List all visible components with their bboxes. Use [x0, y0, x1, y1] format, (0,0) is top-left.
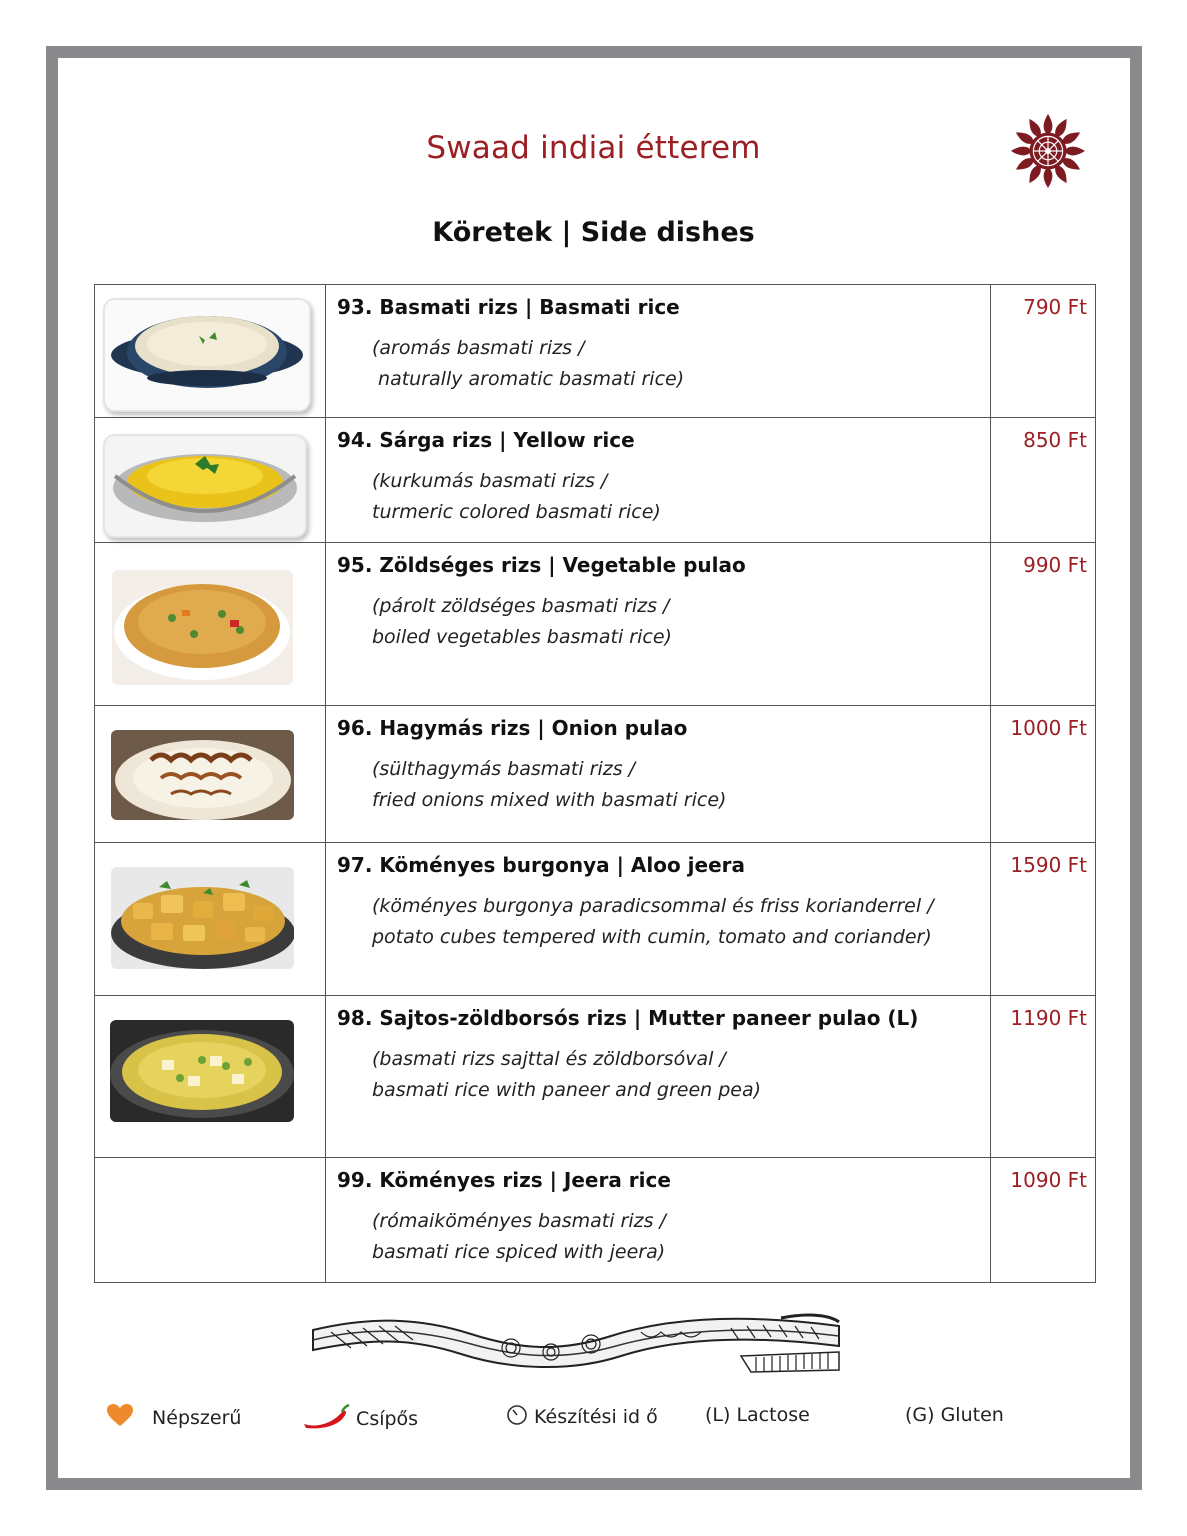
yellow-rice-bowl-icon — [103, 434, 307, 538]
legend-spicy-label: Csípős — [356, 1408, 419, 1430]
legend-popular-label: Népszerű — [152, 1407, 242, 1429]
dish-name: 96. Hagymás rizs | Onion pulao — [337, 716, 688, 740]
dish-description-hu: (köményes burgonya paradicsommal és friss korianderrel / — [372, 895, 934, 917]
dish-description-cell — [326, 285, 991, 418]
dish-description — [372, 466, 990, 528]
dish-description-hu: (párolt zöldséges basmati rizs / — [372, 595, 670, 617]
dish-price: 1590 Ft — [991, 843, 1096, 996]
dish-description-cell — [326, 1158, 991, 1283]
dish-description-cell — [326, 996, 991, 1158]
vegetable-pulao-icon — [112, 570, 293, 685]
dish-description — [372, 891, 990, 953]
dish-description-en: turmeric colored basmati rice) — [372, 501, 661, 523]
dish-description — [372, 333, 990, 395]
dish-price: 990 Ft — [991, 543, 1096, 706]
onion-pulao-icon — [111, 730, 294, 820]
dish-description-hu: (kurkumás basmati rizs / — [372, 470, 608, 492]
dish-description — [372, 1206, 990, 1268]
dish-image-cell — [95, 706, 326, 843]
legend-lactose: (L) Lactose — [705, 1404, 810, 1426]
ornament-divider-icon — [311, 1312, 841, 1376]
dish-name: 95. Zöldséges rizs | Vegetable pulao — [337, 553, 746, 577]
aloo-jeera-icon — [111, 867, 294, 969]
dish-description-en: fried onions mixed with basmati rice) — [372, 789, 727, 811]
dish-description-hu: (rómaiköményes basmati rizs / — [372, 1210, 666, 1232]
dish-description-en: potato cubes tempered with cumin, tomato and coriander) — [372, 926, 932, 948]
dish-name: 97. Köményes burgonya | Aloo jeera — [337, 853, 745, 877]
dish-image-cell — [95, 843, 326, 996]
dish-description-en: boiled vegetables basmati rice) — [372, 626, 672, 648]
dish-name: 99. Köményes rizs | Jeera rice — [337, 1168, 671, 1192]
dish-image-cell — [95, 285, 326, 418]
heart-icon — [106, 1404, 134, 1433]
dish-image-cell — [95, 418, 326, 543]
dish-description-hu: (sülthagymás basmati rizs / — [372, 758, 636, 780]
section-title: Köretek | Side dishes — [432, 217, 755, 248]
dish-description-cell — [326, 706, 991, 843]
dish-description — [372, 754, 990, 816]
dish-price: 850 Ft — [991, 418, 1096, 543]
table-row — [95, 1158, 1096, 1283]
white-basmati-rice-bowl-icon — [103, 298, 311, 412]
clock-icon — [506, 1404, 528, 1431]
dish-description-en: naturally aromatic basmati rice) — [372, 368, 685, 390]
dish-name: 98. Sajtos-zöldborsós rizs | Mutter paneer pulao (L) — [337, 1006, 919, 1030]
legend-prep-time-label: Készítési id ő — [534, 1406, 658, 1428]
mutter-paneer-pulao-icon — [110, 1020, 294, 1122]
dish-image-cell — [95, 1158, 326, 1283]
chili-pepper-icon — [302, 1404, 350, 1435]
dish-description-hu: (basmati rizs sajttal és zöldborsóval / — [372, 1048, 726, 1070]
mandala-icon — [1009, 112, 1087, 190]
legend-prep-time — [506, 1404, 658, 1431]
dish-name: 94. Sárga rizs | Yellow rice — [337, 428, 635, 452]
dish-description-cell — [326, 543, 991, 706]
table-row — [95, 996, 1096, 1158]
dish-description-en: basmati rice spiced with jeera) — [372, 1241, 666, 1263]
dish-name: 93. Basmati rizs | Basmati rice — [337, 295, 680, 319]
legend-gluten: (G) Gluten — [905, 1404, 1004, 1426]
dish-price: 1090 Ft — [991, 1158, 1096, 1283]
dish-price: 790 Ft — [991, 285, 1096, 418]
legend-spicy — [302, 1404, 418, 1435]
dish-image-cell — [95, 996, 326, 1158]
dish-description — [372, 591, 990, 653]
dish-description — [372, 1044, 990, 1106]
dish-description-hu: (aromás basmati rizs / — [372, 337, 585, 359]
dish-price: 1000 Ft — [991, 706, 1096, 843]
dish-image-cell — [95, 543, 326, 706]
restaurant-name: Swaad indiai étterem — [426, 130, 761, 166]
dish-description-cell — [326, 418, 991, 543]
menu-table — [94, 284, 1096, 1283]
table-row — [95, 543, 1096, 706]
table-row — [95, 418, 1096, 543]
dish-description-cell — [326, 843, 991, 996]
table-row — [95, 843, 1096, 996]
dish-price: 1190 Ft — [991, 996, 1096, 1158]
dish-description-en: basmati rice with paneer and green pea) — [372, 1079, 762, 1101]
legend-popular — [106, 1404, 241, 1433]
table-row — [95, 706, 1096, 843]
table-row — [95, 285, 1096, 418]
